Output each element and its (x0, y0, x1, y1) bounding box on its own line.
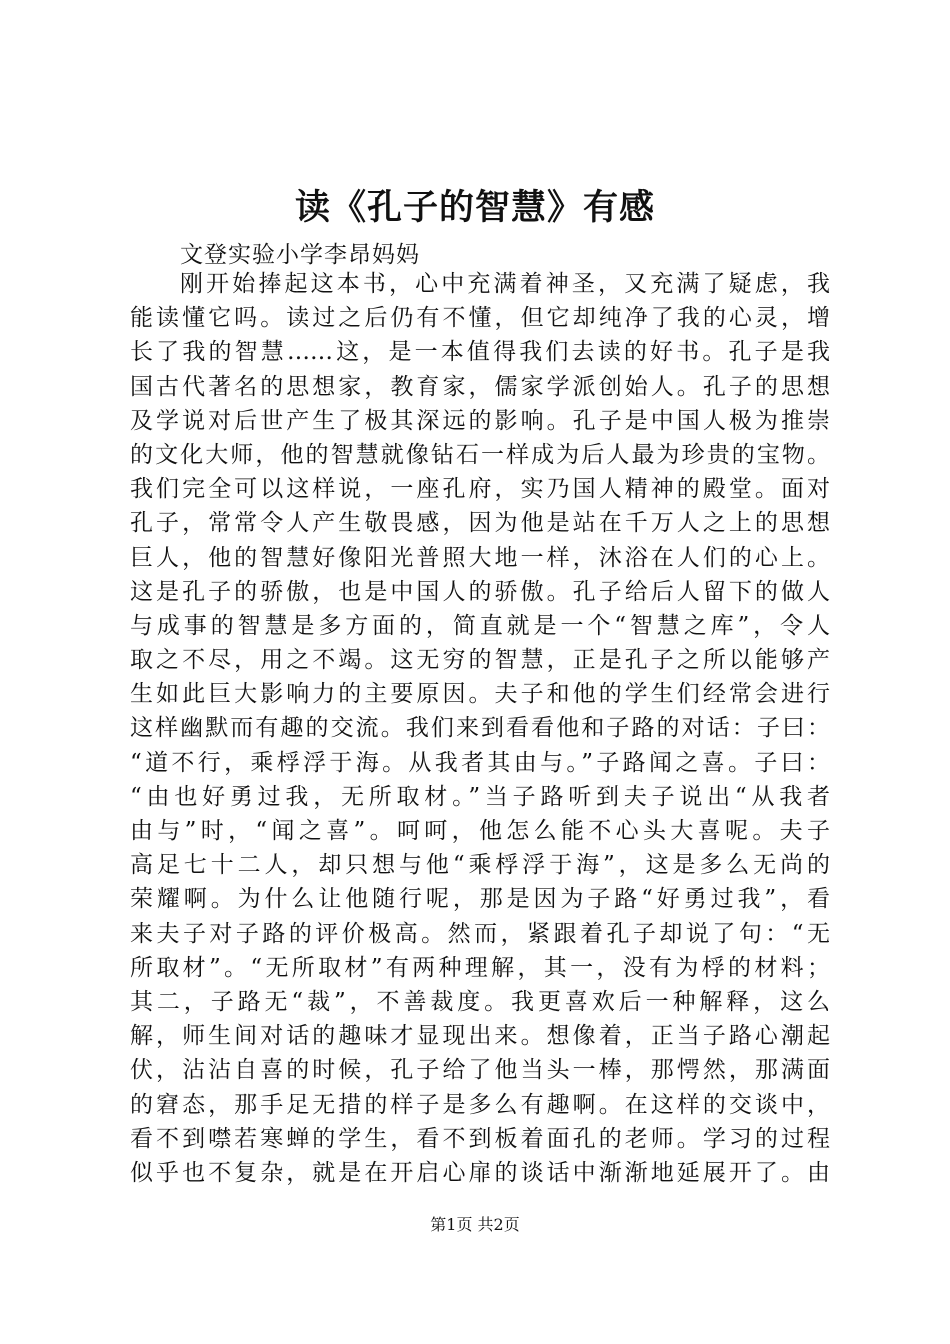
body-line: “道不行，乘桴浮于海。从我者其由与。”子路闻之喜。子曰： (130, 749, 830, 776)
body-line: 生如此巨大影响力的主要原因。夫子和他的学生们经常会进行 (130, 681, 830, 708)
body-line: 我们完全可以这样说，一座孔府，实乃国人精神的殿堂。面对 (130, 476, 830, 503)
page-number: 第1页 共2页 (430, 1215, 520, 1234)
body-line: “由也好勇过我，无所取材。”当子路听到夫子说出“从我者 (130, 783, 830, 810)
body-line: 的文化大师，他的智慧就像钻石一样成为后人最为珍贵的宝物。 (130, 441, 830, 468)
body-line: 这样幽默而有趣的交流。我们来到看看他和子路的对话：子曰： (130, 715, 830, 742)
body-line: 孔子，常常令人产生敬畏感，因为他是站在千万人之上的思想 (130, 510, 830, 537)
author-line: 文登实验小学李昂妈妈 (180, 242, 420, 268)
body-line: 似乎也不复杂，就是在开启心扉的谈话中渐渐地延展开了。由 (130, 1159, 830, 1186)
body-line: 国古代著名的思想家，教育家，儒家学派创始人。孔子的思想 (130, 373, 830, 400)
body-line: 与成事的智慧是多方面的，简直就是一个“智慧之库”，令人 (130, 612, 830, 639)
body-line: 刚开始捧起这本书，心中充满着神圣，又充满了疑虑，我 (180, 271, 830, 297)
body-line: 及学说对后世产生了极其深远的影响。孔子是中国人极为推崇 (130, 407, 830, 434)
body-line: 取之不尽，用之不竭。这无穷的智慧，正是孔子之所以能够产 (130, 647, 830, 674)
body-line: 荣耀啊。为什么让他随行呢，那是因为子路“好勇过我”，看 (130, 886, 830, 913)
body-line: 看不到噤若寒蝉的学生，看不到板着面孔的老师。学习的过程 (130, 1125, 830, 1152)
body-line: 所取材”。“无所取材”有两种理解，其一，没有为桴的材料； (130, 954, 830, 981)
body-line: 的窘态，那手足无措的样子是多么有趣啊。在这样的交谈中， (130, 1091, 830, 1118)
document-title: 读《孔子的智慧》有感 (294, 188, 655, 228)
body-line: 由与”时，“闻之喜”。呵呵，他怎么能不心头大喜呢。夫子 (130, 818, 830, 844)
body-line: 能读懂它吗。读过之后仍有不懂，但它却纯净了我的心灵，增 (130, 305, 830, 332)
body-line: 高足七十二人，却只想与他“乘桴浮于海”，这是多么无尚的 (130, 852, 830, 879)
body-line: 这是孔子的骄傲，也是中国人的骄傲。孔子给后人留下的做人 (130, 578, 830, 605)
body-line: 来夫子对子路的评价极高。然而，紧跟着孔子却说了句：“无 (130, 920, 830, 947)
body-line: 伏，沾沾自喜的时候，孔子给了他当头一棒，那愕然，那满面 (130, 1057, 830, 1084)
body-line: 解，师生间对话的趣味才显现出来。想像着，正当子路心潮起 (130, 1023, 830, 1050)
body-line: 长了我的智慧……这，是一本值得我们去读的好书。孔子是我 (130, 339, 830, 366)
body-line: 其二，子路无“裁”，不善裁度。我更喜欢后一种解释，这么 (130, 988, 830, 1015)
body-line: 巨人，他的智慧好像阳光普照大地一样，沐浴在人们的心上。 (130, 544, 830, 571)
body-text (130, 267, 830, 1187)
